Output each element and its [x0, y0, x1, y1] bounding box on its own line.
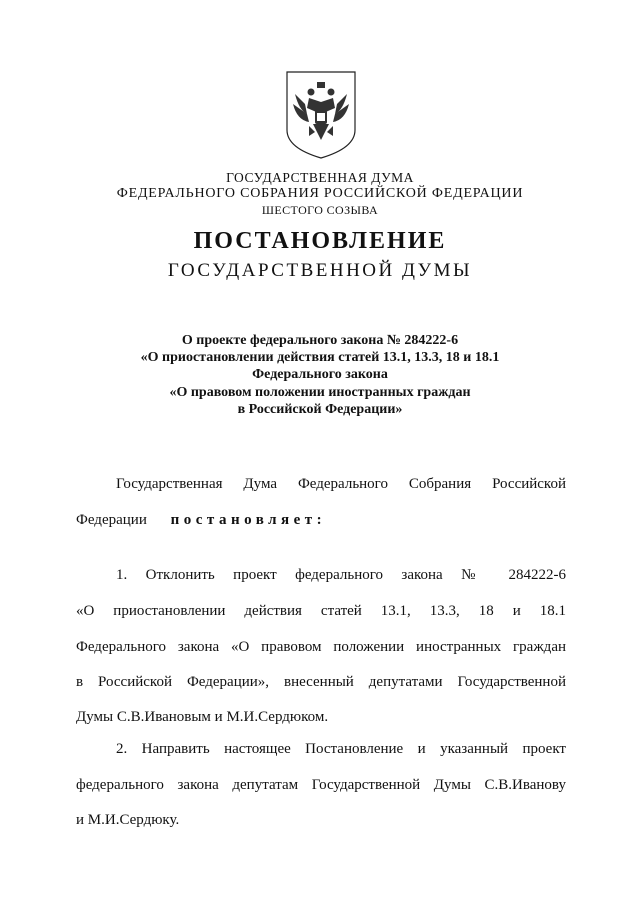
- item-1-line: Думы С.В.Ивановым и М.И.Сердюком.: [76, 709, 329, 725]
- item-1-line: в Российской Федерации», внесенный депутатами Государственной: [76, 674, 566, 690]
- item-2-line: и М.И.Сердюку.: [76, 812, 180, 828]
- subject-line: О проекте федерального закона № 284222-6: [181, 333, 459, 348]
- subject-line: Федерального закона: [252, 367, 388, 383]
- preamble-federation: Федерации: [76, 512, 147, 528]
- subject-line: в Российской Федерации»: [237, 401, 403, 417]
- document-subject: [0, 332, 640, 418]
- subject-line: «О правовом положении иностранных граждан: [169, 384, 471, 400]
- item-1-line: «О приостановлении действия статей 13.1, 13.3, 18 и 18.1: [76, 603, 566, 619]
- issuer-header-line-2: ФЕДЕРАЛЬНОГО СОБРАНИЯ РОССИЙСКОЙ ФЕДЕРАЦИИ: [116, 186, 524, 201]
- item-2-line: 2. Направить настоящее Постановление и указанный проект: [116, 741, 566, 757]
- item-1-line: 1. Отклонить проект федерального закона № 284222-6: [116, 567, 566, 583]
- item-2-line: федерального закона депутатам Государственной Думы С.В.Иванову: [76, 777, 566, 793]
- resolves-keyword: постановляет:: [170, 512, 327, 528]
- subject-line: «О приостановлении действия статей 13.1, 13.3, 18 и 18.1: [140, 350, 500, 366]
- document-issuer-title: ГОСУДАРСТВЕННОЙ ДУМЫ: [167, 260, 473, 281]
- issuer-header-line-3: ШЕСТОГО СОЗЫВА: [261, 203, 379, 217]
- issuer-header-line-1: ГОСУДАРСТВЕННАЯ ДУМА: [226, 170, 414, 185]
- russian-coat-of-arms-icon: [285, 70, 357, 160]
- item-1-line: Федерального закона «О правовом положении иностранных граждан: [76, 639, 566, 655]
- preamble-line-2: [76, 512, 326, 529]
- document-type-title: ПОСТАНОВЛЕНИЕ: [193, 228, 447, 254]
- preamble-line-1: Государственная Дума Федерального Собрания Российской: [116, 476, 566, 492]
